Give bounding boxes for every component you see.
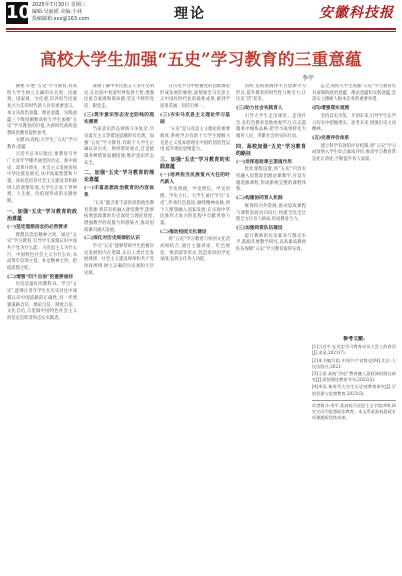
reference-item: [4]李某.新时代大学生历史观教育研究[J].学校党建与思想教育,2023(5). [312, 384, 396, 396]
paragraph: 坚持以史为鉴、开创未来,引导学生在学习历史中把握现实、思考未来,增强历史主动精神。 [312, 113, 396, 133]
subheading: (一)发挥思政课主渠道作用 [236, 159, 292, 165]
paragraph: 理想信念是精神之钙。通过“五史”学习教育,引导学生深刻认识中国共产党为什么能、马克思主义为什么行、中国特色社会主义为什么好,从而筑牢信仰之基、补足精神之钙、把稳思想之舵。 [7, 232, 77, 272]
paragraph: 深刻了解中华民族五千多年文明史,在比较中看清世界发展大势,增强民族自豪感和使命感,坚定不移听党话、跟党走。 [84, 84, 154, 110]
subheading: (二)推动校园文化建设 [160, 229, 207, 235]
paragraph: 优化课程设置,将“五史”内容有机融入思想政治理论课教学,开设专题选修课程,形成系统完整的课程体系。 [236, 167, 306, 193]
reference-item: [3]王某.高校“四史”教育融入思政课的路径研究[J].思想理论教育导刊,2022(3). [312, 371, 396, 383]
paragraph: 历史是最好的教科书。学习“五史”,能够让青年学生在历史对比中深刻认识中国道路的正确性,进一步增强道路自信、理论自信、制度自信、文化自信,自觉做中国特色社会主义的坚定信仰者和忠实实践者。 [7, 282, 77, 321]
article-column-2 [84, 84, 154, 568]
subheading: 二、加强“五史”学习教育的理论意蕴 [84, 170, 154, 184]
masthead-logo: 安徽科技报 [319, 5, 394, 21]
paragraph: 关键词:高校;大学生;“五史”学习教育;意蕴 [7, 138, 77, 150]
paragraph: 建立科学有效的评价机制,将“五史”学习成效纳入学生综合素质评价,推动学习教育常态化长效化,不断提升育人质量。 [312, 143, 396, 163]
paragraph: 学习“五史”能够帮助学生把握历史发展的内在逻辑,认识人类社会发展规律、社会主义建设规律和共产党执政规律,树立正确的历史观和大历史观。 [84, 244, 154, 276]
paragraph: 同时,借助新媒体平台创新学习形式,提升教育的时代性与吸引力,让历史“活”起来。 [236, 84, 306, 103]
paragraph: 在历史学习中把握党的创新理论形成发展的脉络,深刻领会马克思主义中国化时代化的最新成果,做到学思用贯通、知信行统一。 [160, 84, 230, 110]
header-rule-thin [6, 31, 396, 32]
paragraph: “五史”是马克思主义理论的重要载体,系统学习有助于大学生理解马克思主义基本原理在中国的创造性运用,提升理论思维能力。 [160, 127, 230, 153]
article-column-4 [236, 84, 306, 568]
header-rule [6, 28, 396, 30]
subheading: (二)构建协同育人机制 [236, 196, 283, 202]
paragraph: 总之,高校大学生加强“五史”学习教育具有深刻的政治意蕴、理论意蕴和实践意蕴,是落实立德树人根本任务的重要举措。 [312, 84, 396, 103]
references-list [312, 344, 396, 397]
editor-line: 编辑:吴丽娟 美编:小林 [32, 9, 82, 15]
paragraph: 学史明理、学史增信、学史崇德、学史力行。大学生通过学习“五史”,传承红色基因,赓续精神血脉,将个人理想融入国家发展,在实现中华民族伟大复兴的征程中贡献青春力量。 [160, 187, 230, 226]
subheading: (三)夯实马克思主义理论学习基础 [160, 112, 230, 125]
references-title: 参考文献: [343, 336, 365, 342]
subheading: (一)培养担当民族复兴大任的时代新人 [160, 173, 230, 185]
paragraph: 当前意识形态领域斗争复杂,历史虚无主义等错误思潮时有出现。加强“五史”学习教育,有助于大学生正确认识历史、辨析错误观点,自觉抵制各种错误思潮侵蚀,维护意识形态安全。 [84, 127, 154, 166]
subheading: (二)深化对历史规律的认识 [84, 236, 140, 242]
page-header [0, 0, 402, 36]
subheading: 一、加强“五史”学习教育的政治意蕴 [7, 208, 77, 222]
subheading: (三)加强师资队伍建设 [236, 225, 283, 231]
reference-item: [2]本书编写组.中国共产党简史[M].北京:人民出版社,2021. [312, 357, 396, 369]
paragraph: 统筹校内外资源,推动思政课程与课程思政同向同行,构建全员全过程全方位育人格局,形成教育合力。 [236, 203, 306, 223]
paragraph: 引导大学生走出课堂、走进社会,在红色教育基地参观学习,在志愿服务中锤炼品格,把学习成果转化为服务人民、奉献社会的实际行动。 [236, 113, 306, 139]
subheading: 三、加强“五史”学习教育的实践意蕴 [160, 157, 230, 171]
paragraph: 将“五史”学习教育与校园文化活动相结合,通过主题讲座、红色展览、情景剧等形式,营造浓厚的学史氛围,发挥文化育人功能。 [160, 237, 230, 263]
issue-meta [32, 2, 89, 23]
subheading: (一)丰富思想政治教育的内容体系 [84, 186, 154, 199]
subheading: (三)筑牢意识形态安全防线的现实需要 [84, 112, 154, 125]
subheading: (五)完善评价体系 [312, 135, 350, 141]
reference-item: [1]习近平.在党史学习教育动员大会上的讲话[J].求是,2021(7). [312, 344, 396, 356]
section-title: 理论 [174, 6, 206, 22]
article-column-3 [160, 84, 230, 568]
article-headline: 高校大学生加强“五史”学习教育的三重意蕴 [40, 50, 362, 69]
author-bio: 作者简介:李平,某高校马克思主义学院讲师,研究方向为思想政治教育。本文系某高校思政专项课题阶段性成果。 [312, 400, 396, 422]
subheading: (一)坚定理想信念的必然要求 [7, 224, 68, 230]
paragraph: “五史”蕴含着丰富的思想政治教育资源,将其有机融入课堂教学,能够拓展思政课的历史深度与理论厚度,增强教学的说服力和感染力,推动思政课内涵式发展。 [84, 200, 154, 233]
paragraph: 习近平总书记指出,要教育引导广大青年学懂弄通党的历史、新中国史、改革开放史、社会主义发展史和中华民族发展史,从中汲取智慧和力量。高校是培养社会主义建设者和接班人的重要阵地,大学生正处于世界观、人生观、价值观形成的关键时期。 [7, 152, 77, 205]
email-line: 投稿邮箱:xxx@163.com [32, 16, 90, 22]
date-line: 2025年7月30日 星期三 [32, 2, 86, 8]
subheading: (二)增强“四个自信”的重要途径 [7, 274, 74, 280]
article-column-5 [312, 84, 396, 332]
article-author: 李平 [301, 75, 314, 82]
article-column-1 [7, 84, 77, 568]
page-number: 10 [6, 2, 32, 23]
references-box [312, 336, 396, 568]
subheading: (四)增强现实观照 [312, 106, 350, 112]
subheading: (三)助力社会实践育人 [236, 106, 283, 112]
paragraph: 摘要:开展“五史”学习教育,对高校大学生树立正确的历史观、民族观、国家观、文化观,培养担当民族复兴大任的时代新人具有重要意义。本文从政治意蕴、理论意蕴、实践意蕴三个维度阐释高校大学生加强“五史”学习教育的价值,为新时代高校思想政治教育提供参考。 [7, 84, 77, 136]
paragraph: 提升教师的历史素养与理论水平,鼓励开展教学研究,以高素质教师队伍保障“五史”学习教育取得实效。 [236, 233, 306, 253]
subheading: 四、高校加强“五史”学习教育的路径 [236, 143, 306, 157]
